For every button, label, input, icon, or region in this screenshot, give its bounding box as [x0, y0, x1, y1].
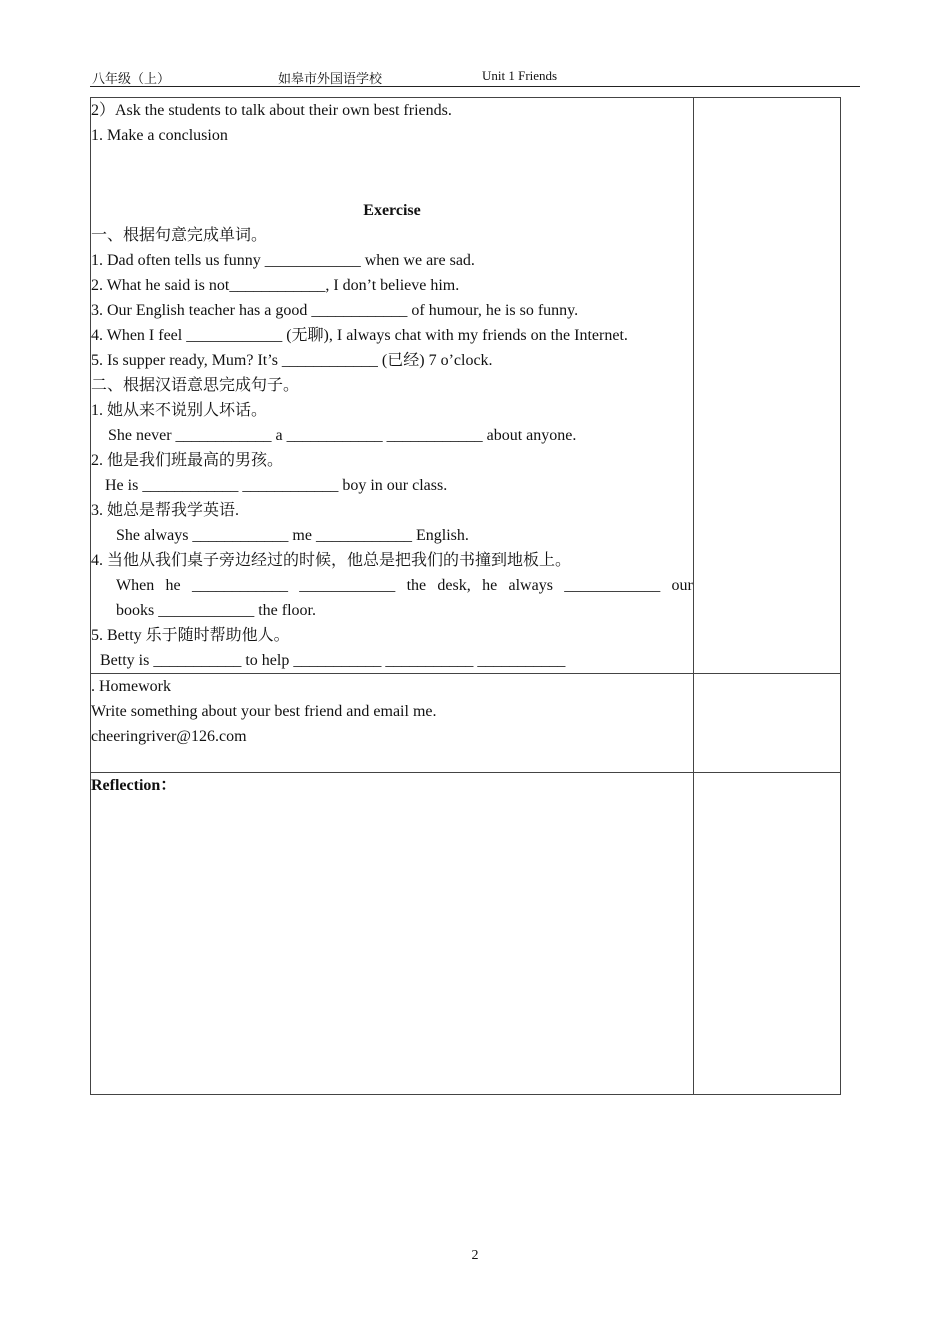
q4-chinese: 4. 当他从我们桌子旁边经过的时候，他总是把我们的书撞到地板上。: [91, 552, 572, 569]
part1-item-3: 3. Our English teacher has a good ____________ of humour, he is so funny.: [91, 302, 579, 319]
q3-chinese: 3. 她总是帮我学英语.: [91, 502, 240, 519]
reflection-title: Reflection：: [91, 777, 177, 794]
q4-word: he: [482, 577, 498, 594]
homework-title: . Homework: [91, 678, 171, 695]
q1-english: She never ____________ a ____________ ____________ about anyone.: [108, 427, 577, 444]
homework-row: [91, 674, 841, 773]
part1-item-2: 2. What he said is not____________, I don’t believe him.: [91, 277, 460, 294]
lesson-table: [90, 97, 841, 1095]
q4-word: always: [508, 577, 553, 594]
homework-instruction: Write something about your best friend and email me.: [91, 703, 437, 720]
homework-cell: [91, 674, 694, 773]
notes-cell-1: [694, 98, 841, 674]
page-header: [90, 66, 860, 87]
notes-cell-3: [694, 773, 841, 1095]
exercise-row: [91, 98, 841, 674]
q2-chinese: 2. 他是我们班最高的男孩。: [91, 452, 284, 469]
part1-item-5: 5. Is supper ready, Mum? It’s ____________ (已经) 7 o’clock.: [91, 352, 493, 369]
q4-word: desk,: [437, 577, 471, 594]
q4-word: our: [671, 577, 693, 594]
q4-word: When: [116, 577, 155, 594]
header-grade: 八年级（上）: [92, 71, 171, 86]
part2-heading: 二、根据汉语意思完成句子。: [91, 377, 300, 394]
q4-english-line2: books ____________ the floor.: [116, 602, 316, 619]
notes-cell-2: [694, 674, 841, 773]
exercise-title: Exercise: [363, 202, 421, 219]
q4-blank: ____________: [191, 577, 288, 594]
header-school: 如皋市外国语学校: [278, 71, 383, 86]
page-number: 2: [471, 1248, 479, 1263]
part1-item-4: 4. When I feel ____________ (无聊), I always chat with my friends on the Internet.: [91, 327, 628, 344]
q4-blank: ____________: [299, 577, 396, 594]
q3-english: She always ____________ me ____________ English.: [116, 527, 469, 544]
q2-english: He is ____________ ____________ boy in our class.: [105, 477, 448, 494]
section1-line2: 1. Make a conclusion: [91, 127, 228, 144]
q4-word: he: [165, 577, 181, 594]
homework-email: cheeringriver@126.com: [91, 728, 247, 745]
exercise-cell: [91, 98, 694, 674]
part1-item-1: 1. Dad often tells us funny ____________ when we are sad.: [91, 252, 475, 269]
reflection-cell: [91, 773, 694, 1095]
q4-blank: ____________: [564, 577, 661, 594]
q5-english: Betty is ___________ to help ___________ ___________ ___________: [100, 652, 566, 669]
q5-chinese: 5. Betty 乐于随时帮助他人。: [91, 627, 290, 644]
q1-chinese: 1. 她从来不说别人坏话。: [91, 402, 268, 419]
reflection-row: [91, 773, 841, 1095]
section1-line1: 2）Ask the students to talk about their own best friends.: [91, 102, 452, 119]
q4-word: the: [406, 577, 427, 594]
q4-english-line1: [91, 573, 693, 598]
part1-heading: 一、根据句意完成单词。: [91, 227, 268, 244]
header-unit: Unit 1 Friends: [482, 68, 558, 83]
